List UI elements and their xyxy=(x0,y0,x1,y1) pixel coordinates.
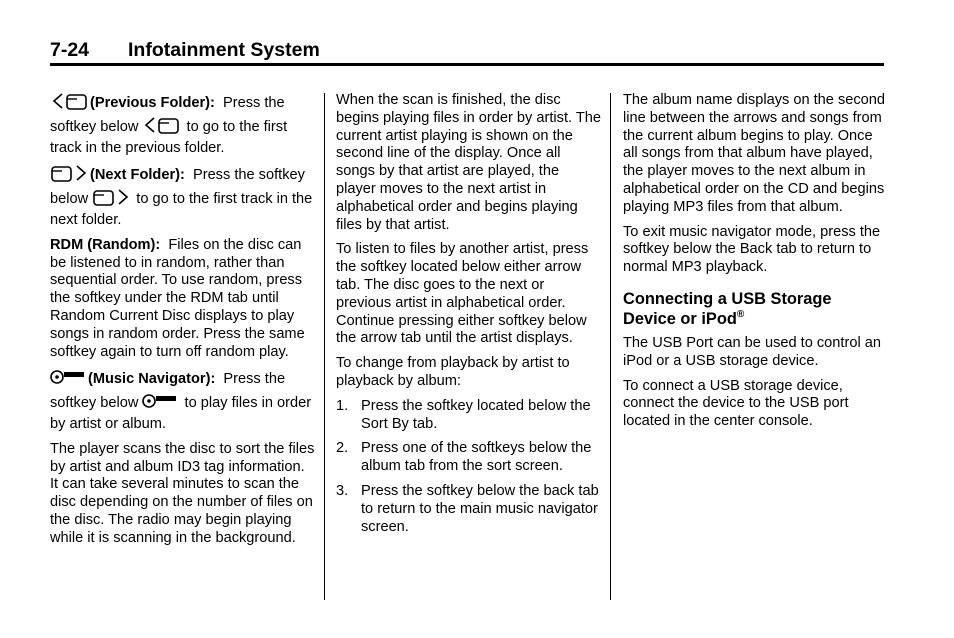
step-text: Press one of the softkeys below the album tab from the sort screen. xyxy=(361,440,592,475)
column-2 xyxy=(336,92,601,543)
music-navigator-icon xyxy=(50,368,86,392)
next-folder-text-1: Press the softkey below xyxy=(50,167,305,208)
music-navigator-text-2: to play files in order by artist or album. xyxy=(50,395,312,432)
next-folder-term: (Next Folder): xyxy=(90,167,185,184)
step-text: Press the softkey located below the Sort By tab. xyxy=(361,397,591,432)
step-number: 3. xyxy=(336,482,349,499)
random-text: Files on the disc can be listened to in random, rather than sequential order. To use random, press the softkey under the RDM tab until Random Current Disc displays to play songs in random order. Press the same softkey again to turn off random play. xyxy=(50,236,305,360)
another-artist-paragraph: To listen to files by another artist, press the softkey located below either arrow tab. The disc goes to the next or previous artist in alphabetical order. Continue pressing either softkey below the arrow tab until the artist displays. xyxy=(336,241,589,347)
header-rule xyxy=(50,63,884,66)
music-navigator-text-1: Press the softkey below xyxy=(50,371,286,412)
scan-paragraph: The player scans the disc to sort the files by artist and album ID3 tag information. It can take several minutes to scan the disc depending on the number of files on the disc. The radio may begin playing while it is scanning in the background. xyxy=(50,440,315,546)
exit-navigator-paragraph: To exit music navigator mode, press the softkey below the Back tab to return to normal MP3 playback. xyxy=(623,223,881,276)
chevron-left-folder-icon xyxy=(50,92,88,116)
usb-connect-paragraph: To connect a USB storage device, connect the device to the USB port located in the center console. xyxy=(623,377,849,430)
usb-port-paragraph: The USB Port can be used to control an iPod or a USB storage device. xyxy=(623,334,881,369)
folder-chevron-right-icon xyxy=(92,188,130,212)
list-item xyxy=(336,440,601,476)
random-entry xyxy=(50,237,315,362)
section-title: Infotainment System xyxy=(128,39,320,61)
column-3 xyxy=(623,92,888,438)
random-term: RDM (Random): xyxy=(50,236,161,253)
steps-list xyxy=(336,398,601,537)
step-number: 2. xyxy=(336,440,349,457)
change-playback-paragraph: To change from playback by artist to playback by album: xyxy=(336,355,570,389)
next-folder-entry xyxy=(50,164,315,229)
music-navigator-icon xyxy=(142,392,178,416)
column-1 xyxy=(50,92,315,555)
album-name-paragraph: The album name displays on the second line between the arrows and songs from the current album begins to play. Once all songs from that album have played, the player moves to the next album in alphabetical order on the CD and begins playing MP3 files from that album. xyxy=(623,92,886,215)
list-item xyxy=(336,483,601,536)
next-folder-text-2: to go to the first track in the next folder. xyxy=(50,191,313,228)
scan-finished-paragraph: When the scan is finished, the disc begins playing files in order by artist. The current artist playing is shown on the second line of the display. Once all songs by that artist are played, the player moves to the next artist in alphabetical order and begins playing files by that artist. xyxy=(336,92,601,233)
step-number: 1. xyxy=(336,397,349,414)
page-number: 7-24 xyxy=(50,39,90,61)
previous-folder-term: (Previous Folder): xyxy=(90,95,215,111)
previous-folder-text-2: to go to the first track in the previous folder. xyxy=(50,118,288,156)
step-text: Press the softkey below the back tab to return to the main music navigator screen. xyxy=(361,482,599,535)
previous-folder-entry xyxy=(50,92,315,157)
usb-section-heading xyxy=(623,289,888,329)
chevron-left-folder-icon xyxy=(142,116,180,140)
column-divider-1 xyxy=(324,93,325,600)
usb-heading-text: Connecting a USB Storage Device or iPod xyxy=(623,289,832,328)
music-navigator-term: (Music Navigator): xyxy=(88,371,216,388)
list-item xyxy=(336,398,601,434)
music-navigator-entry xyxy=(50,368,315,433)
folder-chevron-right-icon xyxy=(50,164,88,188)
registered-mark: ® xyxy=(736,308,745,320)
column-divider-2 xyxy=(610,93,611,600)
page-header xyxy=(50,38,884,62)
previous-folder-text-1: Press the softkey below xyxy=(50,95,285,135)
